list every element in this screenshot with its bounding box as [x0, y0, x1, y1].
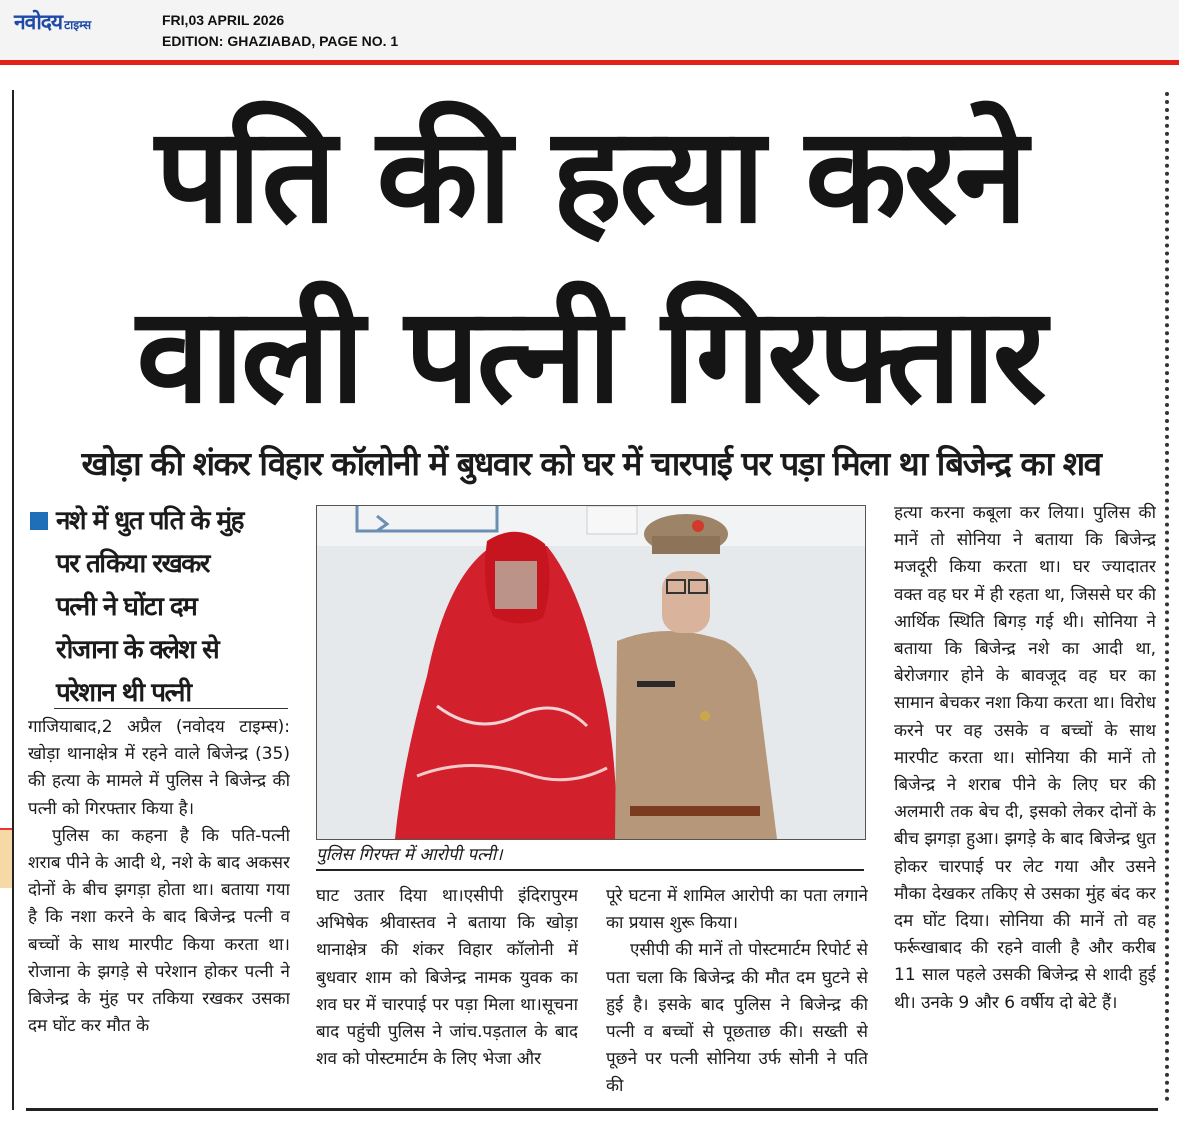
left-margin-rule	[12, 90, 14, 1110]
highlight-line: पत्नी ने घोंटा दम	[56, 592, 197, 622]
article-column-4	[894, 500, 1156, 1105]
left-edge-tab	[0, 828, 12, 888]
highlight-box	[26, 500, 296, 715]
subheadline: खोड़ा की शंकर विहार कॉलोनी में बुधवार को घर में चारपाई पर पड़ा मिला था बिजेन्द्र का शव	[81, 444, 1101, 483]
logo-sub-text: टाइम्स	[64, 18, 92, 32]
highlight-line: पर तकिया रखकर	[56, 549, 209, 579]
highlight-line: नशे में धुत पति के मुंह	[56, 506, 243, 536]
edition-page: EDITION: GHAZIABAD, PAGE NO. 1	[162, 33, 399, 49]
headline-line-2: वाली पत्नी गिरफ्तार	[136, 279, 1044, 433]
highlight-rule	[54, 708, 288, 709]
paragraph: एसीपी की मानें तो पोस्टमार्टम रिपोर्ट से पता चला कि बिजेन्द्र की मौत दम घुटने से हुई है। इसके बाद पुलिस ने बिजेन्द्र की पत्नी व बच्चों से पूछताछ की। सख्ती से पूछने पर पत्नी सोनिया उर्फ सोनी ने पति की	[606, 940, 868, 1097]
logo-main-text: नवोदय	[14, 10, 63, 34]
photo-illustration	[317, 506, 865, 839]
paragraph: घाट उतार दिया था।एसीपी इंदिरापुरम अभिषेक श्रीवास्तव ने बताया कि खोड़ा थानाक्षेत्र की शंकर विहार कॉलोनी में बुधवार शाम को बिजेन्द्र नामक युवक का शव घर में चारपाई पर पड़ा मिला था।सूचना बाद पहुंची पुलिस ने जांच.पड़ताल के बाद शव को पोस्टमार्टम के लिए भेजा और	[316, 886, 578, 1070]
masthead-bar	[0, 0, 1179, 65]
photo-caption: पुलिस गिरफ्त में आरोपी पत्नी।	[316, 842, 864, 871]
highlight-line: रोजाना के क्लेश से	[56, 635, 219, 665]
article-column-1	[28, 714, 290, 1104]
paragraph: पूरे घटना में शामिल आरोपी का पता लगाने का प्रयास शुरू किया।	[606, 886, 868, 934]
paragraph: गाजियाबाद,2 अप्रैल (नवोदय टाइम्स): खोड़ा थानाक्षेत्र में रहने वाले बिजेन्द्र (35) की हत्या के मामले में पुलिस ने बिजेन्द्र की पत्नी को गिरफ्तार किया है।	[28, 717, 290, 819]
square-bullet-icon	[30, 512, 48, 530]
edition-info	[162, 10, 398, 52]
headline-line-1: पति की हत्या करने	[155, 99, 1025, 253]
news-photo[interactable]	[316, 505, 866, 840]
highlight-line: परेशान थी पत्नी	[56, 678, 191, 708]
paragraph: हत्या करना कबूला कर लिया। पुलिस की मानें तो सोनिया ने बताया कि बिजेन्द्र मजदूरी किया करता था। घर ज्यादातर वक्त वह घर में ही रहता था, जिससे घर की आर्थिक स्थिति बिगड़ गई थी। सोनिया ने बताया कि बिजेन्द्र नशे का आदी था, बेरोजगार होने के बावजूद वह घर का सामान बेचकर नशा किया करता था। विरोध करने पर वह उसके व बच्चों के साथ मारपीट करता था। सोनिया की मानें तो बिजेन्द्र ने शराब पीने के लिए घर की अलमारी तक बेच दी, इसको लेकर दोनों के बीच झगड़ा हुआ। झगड़े के बाद बिजेन्द्र धुत होकर चारपाई पर लेट गया और उसने मौका देखकर तकिए से उसका मुंह बंद कर दम घोंट दिया। सोनिया की मानें तो वह फर्रूखाबाद की रहने वाली है और करीब 11 साल पहले उसकी बिजेन्द्र से शादी हुई थी। उनके 9 और 6 वर्षीय दो बेटे हैं।	[894, 503, 1156, 1013]
newspaper-logo[interactable]	[14, 8, 91, 36]
bottom-rule	[26, 1108, 1158, 1111]
paragraph: पुलिस का कहना है कि पति-पत्नी शराब पीने के आदी थे, नशे के बाद अकसर दोनों के बीच झगड़ा होता था। बताया गया है कि नशा करने के बाद बिजेन्द्र पत्नी व बच्चों के साथ मारपीट किया करता था। रोजाना के झगड़े से परेशान होकर पत्नी ने बिजेन्द्र के मुंह पर तकिया रखकर उसका दम घोंट कर मौत के	[28, 825, 290, 1037]
right-dotted-separator	[1165, 92, 1169, 1102]
article-column-3	[606, 883, 868, 1105]
article-column-2	[316, 883, 578, 1105]
edition-date: FRI,03 APRIL 2026	[162, 12, 285, 28]
